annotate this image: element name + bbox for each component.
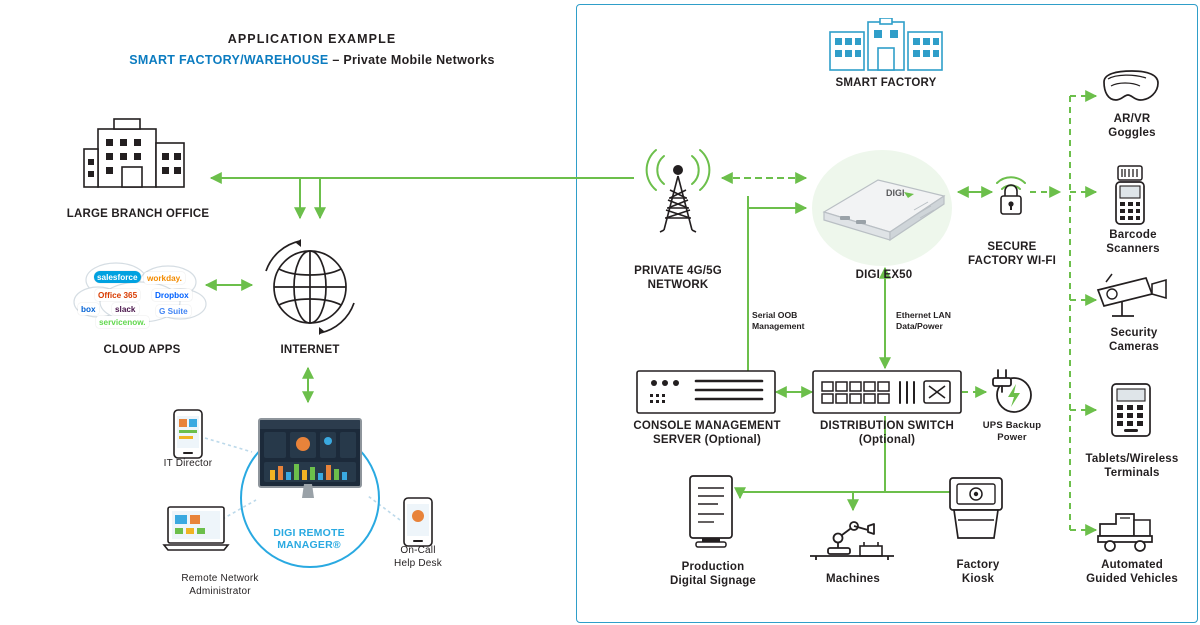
serial-oob-label	[752, 310, 842, 331]
tablet-terminal-icon	[1106, 382, 1156, 442]
private-network-label	[608, 264, 748, 293]
tablets-line1: Tablets/Wireless	[1085, 453, 1179, 465]
tablet-terminal-label	[1068, 452, 1196, 481]
agv-label	[1068, 558, 1196, 587]
signage-line1: Production	[681, 561, 745, 573]
cloud-chip-slack: slack	[112, 303, 139, 315]
help-desk-device	[398, 496, 438, 548]
security-camera-label	[1082, 326, 1186, 355]
help-desk-line2: Help Desk	[394, 557, 442, 569]
private-network-line2: NETWORK	[647, 279, 709, 292]
internet-globe	[252, 229, 368, 345]
signage-line2: Digital Signage	[669, 575, 757, 588]
digi-ex50-label: DIGI EX50	[855, 269, 913, 281]
factory-kiosk-label	[930, 558, 1026, 587]
console-server-label	[616, 419, 798, 448]
digi-remote-manager-label	[248, 527, 370, 551]
barcode-scanner-label	[1078, 228, 1188, 257]
ethernet-line2: Data/Power	[896, 320, 943, 331]
agv-line2: Guided Vehicles	[1086, 573, 1178, 586]
agv-line1: Automated	[1101, 559, 1163, 571]
drm-label-line2: MANAGER®	[277, 539, 341, 552]
internet-label: INTERNET	[280, 344, 340, 356]
ethernet-line1: Ethernet LAN	[896, 310, 951, 320]
arvr-goggles-icon	[1098, 68, 1164, 108]
help-desk-label	[368, 545, 468, 570]
ethernet-lan-label	[896, 310, 992, 331]
cloud-chip-office365: Office 365	[95, 289, 140, 301]
switch-line1: DISTRIBUTION SWITCH	[819, 420, 955, 432]
cameras-line2: Cameras	[1109, 341, 1159, 354]
page-subtitle	[112, 53, 512, 67]
private-network-line1: PRIVATE 4G/5G	[634, 265, 722, 277]
kiosk-line2: Kiosk	[961, 573, 995, 586]
digi-ex50-device	[818, 166, 950, 242]
large-branch-office	[70, 115, 205, 195]
digi-logo-text: DIGI	[886, 188, 905, 198]
arvr-goggles-label	[1080, 112, 1184, 141]
console-management-server	[636, 370, 776, 414]
secure-wifi-label	[951, 240, 1073, 269]
tablets-line2: Terminals	[1104, 467, 1160, 480]
it-director-label: IT Director	[163, 458, 213, 469]
cloud-chip-gsuite: G Suite	[156, 305, 191, 317]
it-director-device	[168, 408, 208, 460]
remote-admin-line1: Remote Network	[181, 573, 259, 584]
ups-label	[974, 420, 1050, 444]
cameras-line1: Security	[1110, 327, 1158, 339]
smart-factory-label: SMART FACTORY	[835, 77, 937, 89]
ups-line1: UPS Backup	[982, 420, 1042, 431]
distribution-switch	[812, 370, 962, 414]
ups-backup-power	[986, 362, 1038, 418]
page-subtitle-rest: – Private Mobile Networks	[328, 53, 495, 67]
cloud-apps-cluster	[72, 258, 212, 330]
monitor-stand	[298, 484, 318, 500]
barcode-scanner-icon	[1108, 164, 1152, 226]
remote-admin-device	[162, 505, 230, 555]
private-network-tower	[634, 146, 722, 236]
secure-wifi-icon	[988, 166, 1034, 226]
page-subtitle-highlight: SMART FACTORY/WAREHOUSE	[129, 53, 329, 67]
security-camera-icon	[1092, 272, 1172, 324]
drm-label-line1: DIGI REMOTE	[273, 527, 345, 539]
machines-robot-arm	[808, 512, 896, 562]
digi-remote-manager-screen[interactable]	[258, 418, 362, 488]
cloud-chip-box: box	[78, 303, 99, 315]
smart-factory-building	[824, 18, 948, 73]
switch-line2: (Optional)	[858, 434, 916, 447]
cloud-chip-servicenow: servicenow.	[96, 316, 149, 328]
digital-signage-label	[648, 560, 778, 589]
large-branch-office-label: LARGE BRANCH OFFICE	[66, 208, 210, 220]
serial-oob-line1: Serial OOB	[752, 310, 798, 320]
help-desk-line1: On-Call	[400, 545, 436, 556]
remote-admin-label	[146, 573, 294, 598]
factory-kiosk	[946, 476, 1006, 542]
automated-guided-vehicle-icon	[1094, 506, 1160, 554]
cloud-apps-label: CLOUD APPS	[103, 344, 181, 356]
page-title: APPLICATION EXAMPLE	[227, 32, 397, 46]
remote-admin-line2: Administrator	[189, 585, 251, 597]
secure-wifi-line2: FACTORY WI-FI	[968, 255, 1056, 268]
machines-label: Machines	[825, 573, 880, 585]
kiosk-line1: Factory	[956, 559, 1000, 571]
arvr-line1: AR/VR	[1113, 113, 1151, 125]
console-line1: CONSOLE MANAGEMENT	[633, 420, 781, 432]
arvr-line2: Goggles	[1108, 127, 1156, 140]
barcode-line2: Scanners	[1106, 243, 1160, 256]
distribution-switch-label	[796, 419, 978, 448]
digital-signage	[684, 474, 740, 550]
cloud-chip-workday: workday.	[144, 272, 185, 284]
ups-line2: Power	[997, 431, 1027, 443]
cloud-chip-salesforce: salesforce	[94, 271, 141, 283]
secure-wifi-line1: SECURE	[987, 241, 1037, 253]
console-line2: SERVER (Optional)	[653, 434, 761, 447]
barcode-line1: Barcode	[1109, 229, 1157, 241]
cloud-chip-dropbox: Dropbox	[152, 289, 192, 301]
serial-oob-line2: Management	[752, 320, 805, 331]
